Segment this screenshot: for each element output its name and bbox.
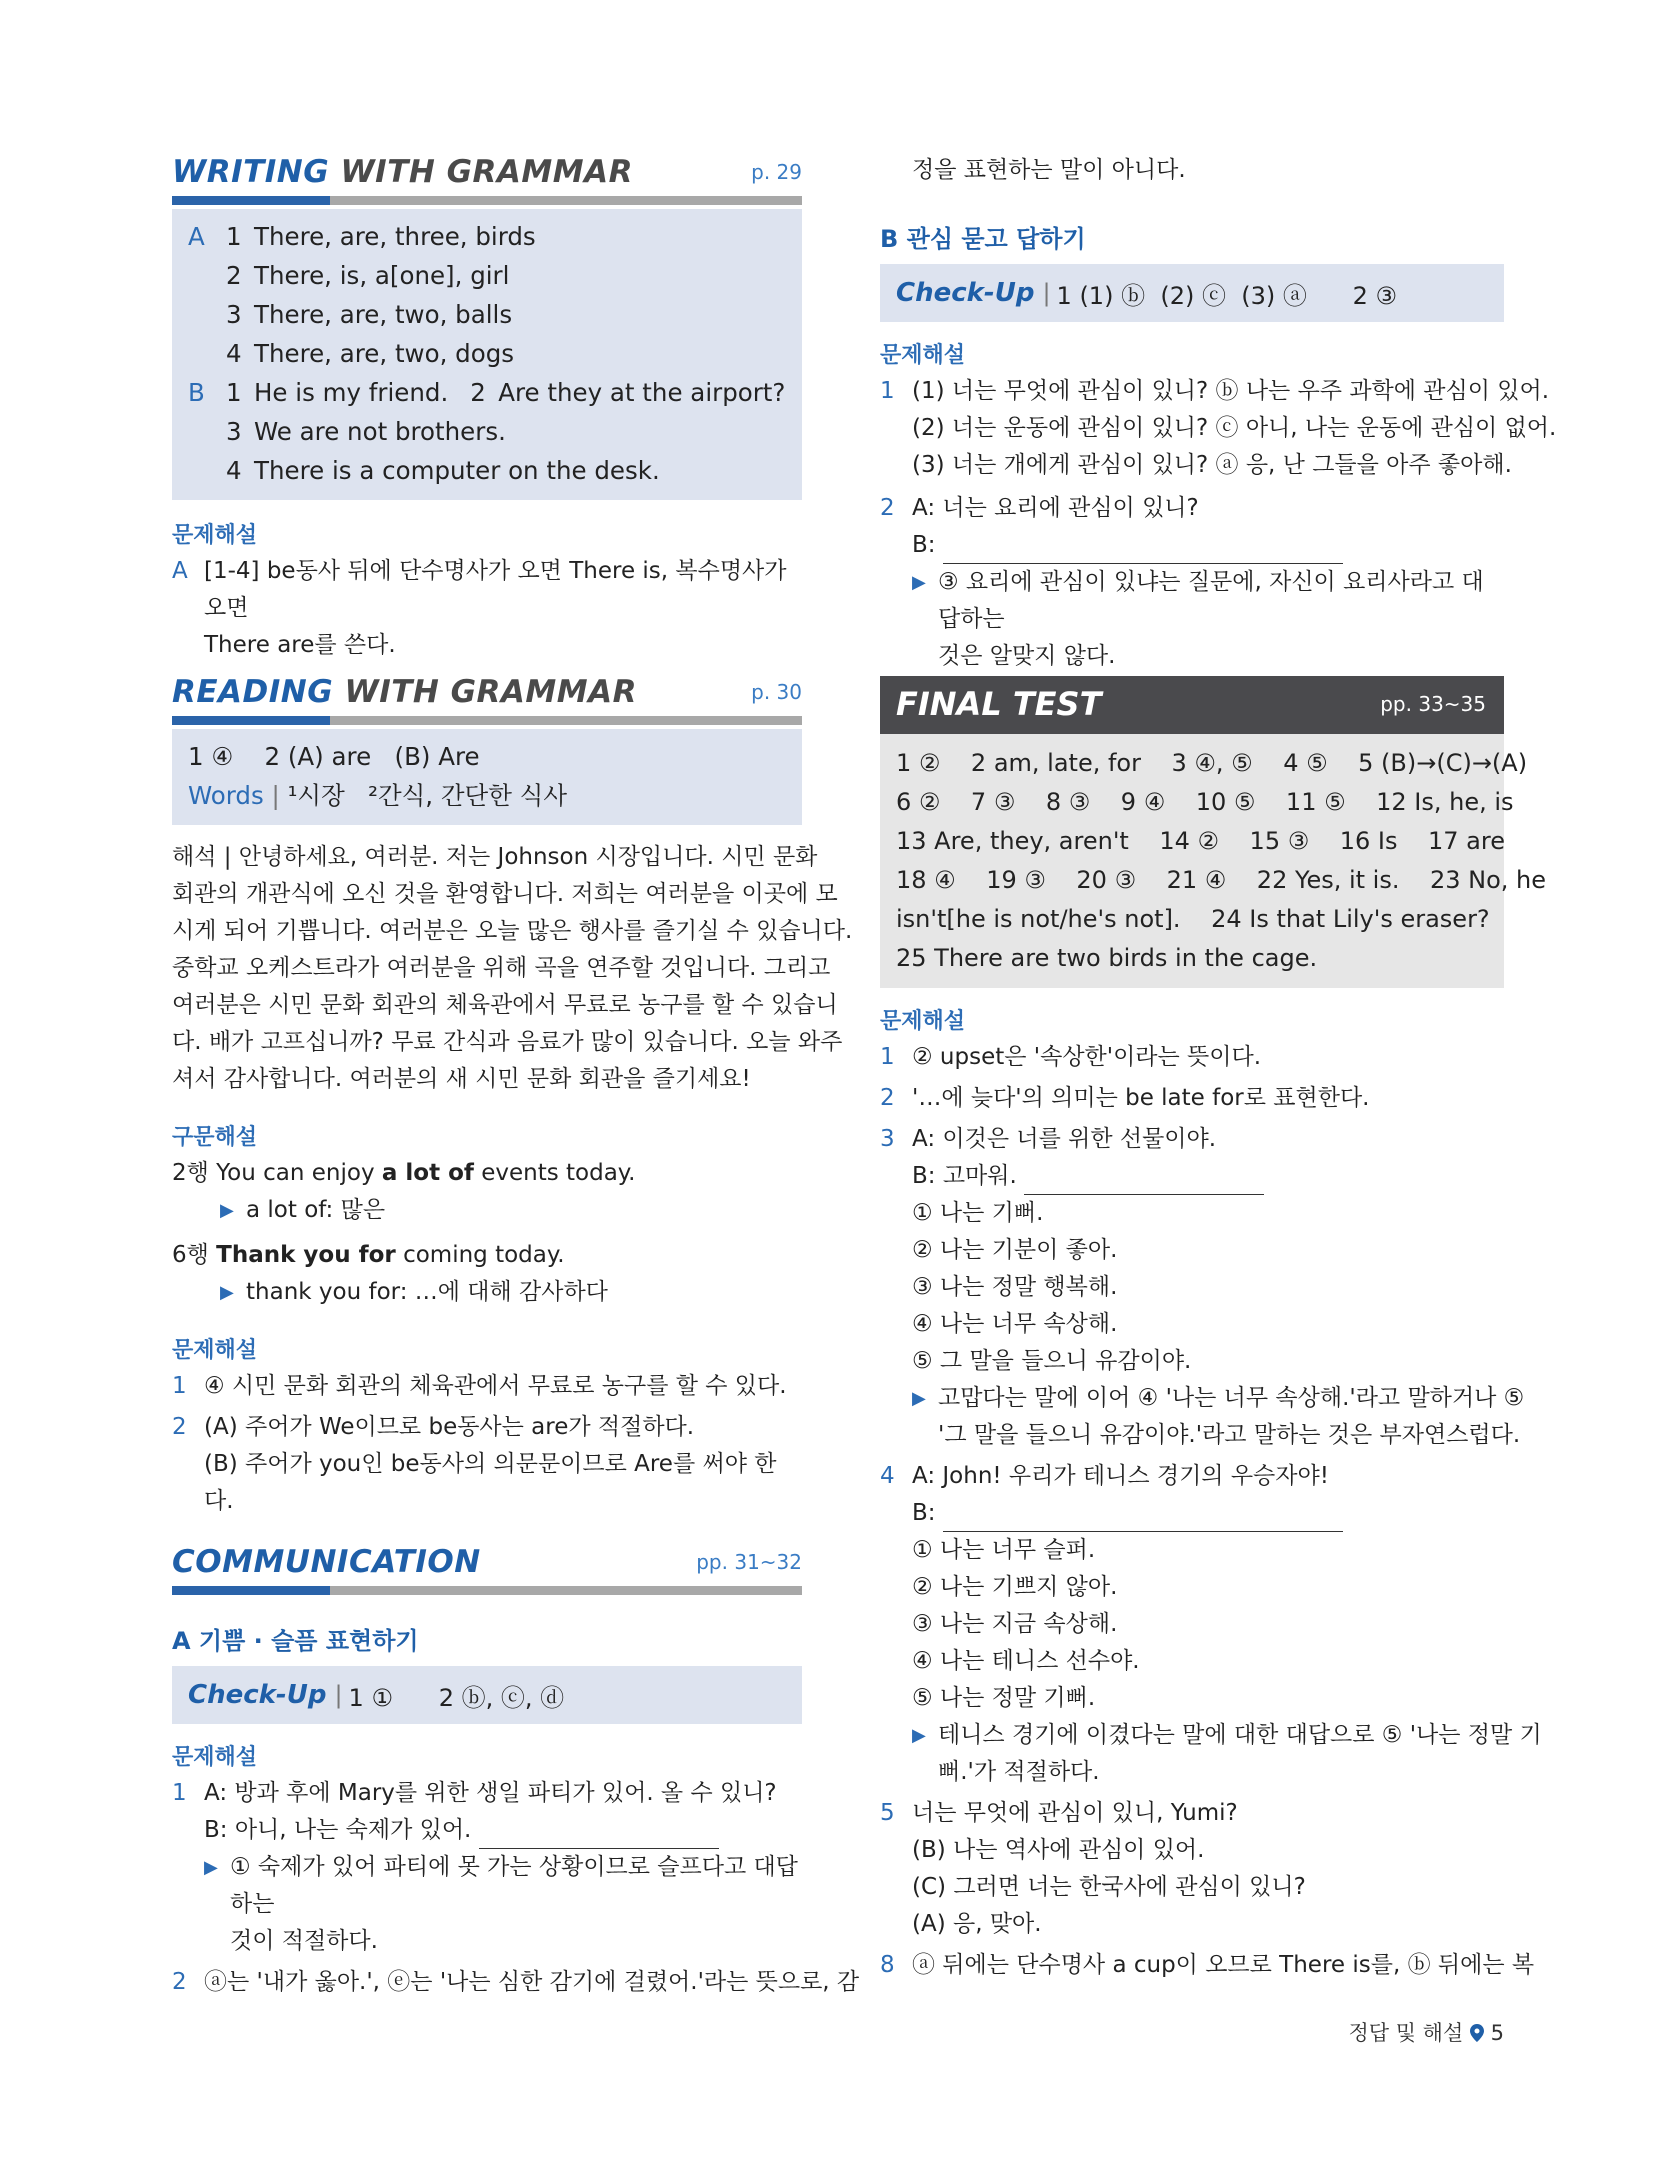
answer-text: There is a computer on the desk. [254,456,660,485]
explain-line: [1-4] be동사 뒤에 단수명사가 오면 There is, 복수명사가 오면 [204,558,787,621]
writing-answer-box [172,209,802,500]
check-up-separator: | [334,1681,343,1709]
triangle-icon: ▶ [204,1857,218,1878]
writing-section [172,150,802,664]
final-explain-3 [880,1121,1525,1454]
explain-note: 뻐.'가 적절하다. [938,1759,1100,1785]
dialog-line: A: 방과 후에 Mary를 위한 생일 파티가 있어. 올 수 있니? [204,1780,777,1806]
communication-page-ref: pp. 31~32 [696,1550,802,1574]
final-test-title: FINAL TEST [896,685,1102,723]
explain-num: 2 [172,1414,187,1440]
option-line: ④ 나는 너무 속상해. [912,1311,1118,1337]
explain-line: (A) 응, 맞아. [912,1911,1042,1937]
writing-explain-head: 문제해설 [172,523,258,548]
answer-text: We are not brothers. [254,417,506,446]
explain-text: (B) 주어가 you인 be동사의 의문문이므로 Are를 써야 한다. [204,1451,777,1514]
option-line: ② 나는 기쁘지 않아. [912,1574,1118,1600]
syntax-head: 구문해설 [172,1125,258,1150]
syntax-text: coming today. [395,1242,565,1268]
final-explain-4 [880,1458,1542,1791]
explain-num: 4 [880,1463,895,1489]
communication-rule [172,1586,802,1595]
reading-explain-2 [172,1409,802,1520]
final-answer-line: 18 ④ 19 ③ 20 ③ 21 ④ 22 Yes, it is. 23 No, he [896,866,1547,894]
writing-title-b: WITH GRAMMAR [340,154,633,190]
explain-line: (2) 너는 운동에 관심이 있니? ⓒ 아니, 나는 운동에 관심이 없어. [912,415,1557,441]
option-line: ③ 나는 정말 행복해. [912,1274,1118,1300]
page-footer [1348,2017,1504,2047]
final-explain-2 [880,1080,1504,1117]
syntax-bold: Thank you for [216,1242,396,1268]
explain-note: 고맙다는 말에 이어 ④ '나는 너무 속상해.'라고 말하거나 ⑤ [938,1385,1525,1411]
answer-text: There, are, two, balls [254,300,513,329]
final-answer-line: 1 ② 2 am, late, for 3 ④, ⑤ 4 ⑤ 5 (B)→(C)→(A) [896,749,1528,777]
explain-num: 5 [880,1800,895,1826]
final-answer-line: 6 ② 7 ③ 8 ③ 9 ④ 10 ⑤ 11 ⑤ 12 Is, he, is [896,788,1514,816]
answer-blank [943,1509,1343,1532]
translation-line: 시게 되어 기쁩니다. 여러분은 오늘 많은 행사를 즐기실 수 있습니다. [172,918,853,944]
syntax-line-ref: 6행 [172,1242,209,1268]
triangle-icon: ▶ [912,1725,926,1746]
final-explain-1 [880,1039,1504,1076]
b-explain-1 [880,373,1557,484]
communication-title: COMMUNICATION [172,1544,481,1580]
explain-note: '그 말을 들으니 유감이야.'라고 말하는 것은 부자연스럽다. [938,1422,1521,1448]
dialog-line: B: 아니, 나는 숙제가 있어. [204,1817,472,1843]
subsection-b-title: B 관심 묻고 답하기 [880,225,1086,253]
communication-section [172,1540,860,2001]
syntax-text: events today. [473,1160,636,1186]
writing-title-a: WRITING [172,154,330,190]
syntax-line-ref: 2행 [172,1160,209,1186]
check-up-separator: | [1042,279,1051,307]
answer-num: 4 [226,339,242,368]
explain-text: '…에 늦다'의 의미는 be late for로 표현한다. [912,1085,1370,1111]
reading-translation [172,839,853,1098]
communication-explain-1 [172,1775,802,1960]
communication-explain-2 [172,1964,860,2001]
translation-line: 중학교 오케스트라가 여러분을 위해 곡을 연주할 것입니다. 그리고 [172,955,831,981]
final-explain-head: 문제해설 [880,1009,966,1034]
translation-line: 다. 배가 고프십니까? 무료 간식과 음료가 많이 있습니다. 오늘 와주 [172,1029,843,1055]
answer-blank [479,1826,719,1849]
location-pin-icon [1470,2021,1491,2045]
triangle-icon: ▶ [220,1282,234,1303]
reading-title-b: WITH GRAMMAR [344,674,637,710]
syntax-bold: a lot of [381,1160,474,1186]
reading-answers: 1 ④ 2 (A) are (B) Are [188,742,480,771]
reading-explain-head: 문제해설 [172,1338,258,1363]
reading-explain-1 [172,1368,802,1405]
dialog-line: A: 이것은 너를 위한 선물이야. [912,1126,1217,1152]
reading-section [172,670,853,1520]
writing-page-ref: p. 29 [751,160,802,184]
translation-line: 해석 | 안녕하세요, 여러분. 저는 Johnson 시장입니다. 시민 문화 [172,844,818,870]
words-label: Words [188,781,264,810]
explain-note: ① 숙제가 있어 파티에 못 가는 상황이므로 슬프다고 대답하는 [230,1854,798,1917]
final-test-answers [880,734,1547,988]
explain-line: (B) 나는 역사에 관심이 있어. [912,1837,1205,1863]
option-line: ② 나는 기분이 좋아. [912,1237,1118,1263]
dialog-line: B: [912,532,936,558]
subsection-a-title: A 기쁨 · 슬픔 표현하기 [172,1627,419,1655]
answer-num: 4 [226,456,242,485]
explain-line: (C) 그러면 너는 한국사에 관심이 있니? [912,1874,1306,1900]
writing-title [172,154,633,190]
explain-note: ③ 요리에 관심이 있냐는 질문에, 자신이 요리사라고 대답하는 [938,569,1484,632]
syntax-note: a lot of: 많은 [246,1197,386,1223]
explain-num: 2 [880,1085,895,1111]
dialog-line: B: 고마워. [912,1163,1017,1189]
check-up-answers: 1 ① 2 ⓑ, ⓒ, ⓓ [348,1683,565,1712]
option-line: ① 나는 너무 슬퍼. [912,1537,1096,1563]
explain-num: 1 [880,378,895,404]
explain-text: (A) 주어가 We이므로 be동사는 are가 적절하다. [204,1414,695,1440]
answer-num: 1 [226,378,242,407]
reading-rule [172,716,802,725]
triangle-icon: ▶ [912,572,926,593]
answer-num: 2 [226,261,242,290]
answer-letter-b: B [188,378,205,407]
explain-line: (3) 너는 개에게 관심이 있니? ⓐ 응, 난 그들을 아주 좋아해. [912,452,1512,478]
triangle-icon: ▶ [220,1200,234,1221]
final-test-header [880,676,1504,734]
words-text: ¹시장 ²간식, 간단한 식사 [287,781,567,810]
syntax-note: thank you for: …에 대해 감사하다 [246,1279,608,1305]
option-line: ④ 나는 테니스 선수야. [912,1648,1140,1674]
check-up-answers: 1 (1) ⓑ (2) ⓒ (3) ⓐ 2 ③ [1056,281,1398,310]
answer-text: There, is, a[one], girl [254,261,510,290]
reading-answer-box [172,729,802,825]
option-line: ① 나는 기뻐. [912,1200,1044,1226]
final-answer-line: isn't[he is not/he's not]. 24 Is that Lily's eraser? [896,905,1490,933]
check-up-label: Check-Up [188,1680,327,1710]
final-explain-5 [880,1795,1504,1943]
answer-letter-a: A [188,222,205,251]
explain-note: 것은 알맞지 않다. [938,643,1116,669]
answer-text: Are they at the airport? [498,378,786,407]
translation-line: 여러분은 시민 문화 회관의 체육관에서 무료로 농구를 할 수 있습니 [172,992,838,1018]
option-line: ③ 나는 지금 속상해. [912,1611,1118,1637]
final-test-section [880,676,1547,1984]
answer-text: There, are, two, dogs [254,339,515,368]
explain-text: ④ 시민 문화 회관의 체육관에서 무료로 농구를 할 수 있다. [204,1373,787,1399]
explain-note: 테니스 경기에 이겼다는 말에 대한 대답으로 ⑤ '나는 정말 기 [938,1722,1542,1748]
final-answer-line: 13 Are, they, aren't 14 ② 15 ③ 16 Is 17 are [896,827,1505,855]
syntax-1 [172,1155,802,1229]
explain-line: There are를 쓴다. [204,632,396,658]
explain-num: 1 [880,1044,895,1070]
answer-blank [1024,1172,1264,1195]
explain-text: ② upset은 '속상한'이라는 뜻이다. [912,1044,1262,1070]
footer-label: 정답 및 해설 [1348,2021,1464,2045]
explain-num: 8 [880,1952,895,1978]
option-line: ⑤ 나는 정말 기뻐. [912,1685,1096,1711]
explain-num: 1 [172,1780,187,1806]
words-separator: | [271,781,280,810]
explain-text: ⓐ는 '내가 옳아.', ⓔ는 '나는 심한 감기에 걸렸어.'라는 뜻으로, 감 [204,1969,860,1995]
explain-note: 것이 적절하다. [230,1928,378,1954]
writing-rule [172,196,802,205]
translation-line: 셔서 감사합니다. 여러분의 새 시민 문화 회관을 즐기세요! [172,1066,751,1092]
explain-text: ⓐ 뒤에는 단수명사 a cup이 오므로 There is를, ⓑ 뒤에는 복 [912,1952,1535,1978]
final-answer-line: 25 There are two birds in the cage. [896,944,1318,972]
communication-explain-head: 문제해설 [172,1745,258,1770]
reading-header [172,670,802,716]
check-up-box-b [880,264,1504,322]
reading-title [172,674,637,710]
communication-header [172,1540,802,1586]
explain-num: 2 [880,495,895,521]
writing-explain-a [172,553,802,664]
answer-blank [943,541,1343,564]
check-up-box-a [172,1666,802,1724]
dialog-line: A: 너는 요리에 관심이 있니? [912,495,1199,521]
explain-num: 2 [172,1969,187,1995]
b-explain-2 [880,490,1504,675]
continued-line: 정을 표현하는 말이 아니다. [912,157,1186,183]
answer-num: 2 [470,378,486,407]
dialog-line: A: John! 우리가 테니스 경기의 우승자야! [912,1463,1329,1489]
b-explain-head: 문제해설 [880,343,966,368]
dialog-line: B: [912,1500,936,1526]
final-explain-8 [880,1947,1535,1984]
answer-num: 1 [226,222,242,251]
explain-line: 너는 무엇에 관심이 있니, Yumi? [912,1800,1238,1826]
explain-num: 1 [172,1373,187,1399]
translation-line: 회관의 개관식에 오신 것을 환영합니다. 저희는 여러분을 이곳에 모 [172,881,838,907]
option-line: ⑤ 그 말을 들으니 유감이야. [912,1348,1192,1374]
answer-num: 3 [226,300,242,329]
answer-num: 3 [226,417,242,446]
triangle-icon: ▶ [912,1388,926,1409]
page-number: 5 [1490,2021,1504,2045]
answer-text: He is my friend. [254,378,449,407]
check-up-label: Check-Up [896,278,1035,308]
reading-words [188,776,786,815]
syntax-2 [172,1237,802,1311]
final-test-page-ref: pp. 33~35 [1380,692,1486,716]
explain-line: (1) 너는 무엇에 관심이 있니? ⓑ 나는 우주 과학에 관심이 있어. [912,378,1550,404]
right-top [880,152,1557,675]
answer-text: There, are, three, birds [254,222,536,251]
reading-title-a: READING [172,674,334,710]
explain-letter: A [172,558,188,584]
writing-header [172,150,802,196]
explain-num: 3 [880,1126,895,1152]
reading-page-ref: p. 30 [751,680,802,704]
syntax-text: You can enjoy [216,1160,382,1186]
